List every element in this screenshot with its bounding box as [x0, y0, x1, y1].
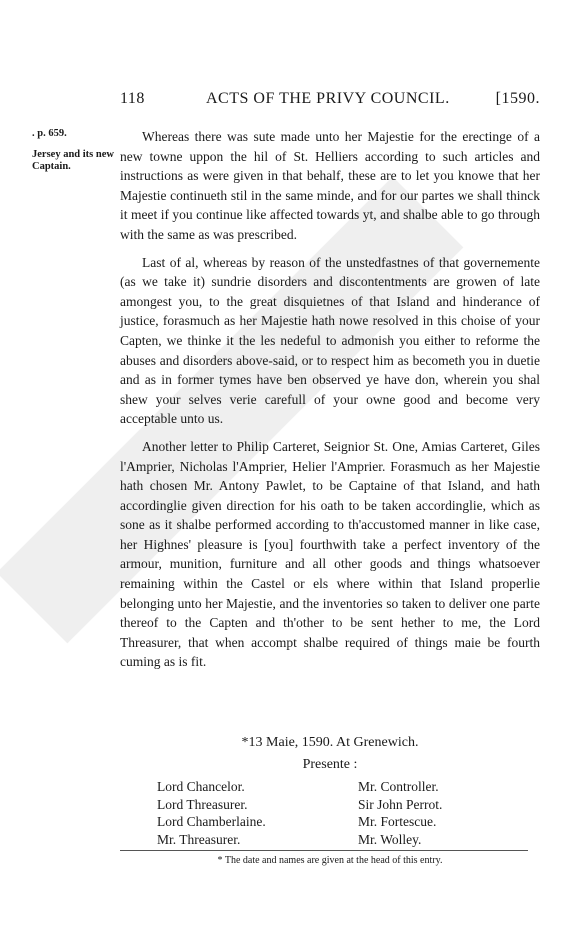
attendee-row: [157, 796, 527, 814]
attendee-left: Lord Chancelor.: [157, 779, 245, 794]
running-header: [120, 90, 540, 112]
attendee-left: Lord Chamberlaine.: [157, 814, 266, 829]
presente-heading: Presente :: [302, 757, 358, 772]
footnote-rule: [120, 850, 528, 851]
attendee-row: [157, 778, 527, 796]
attendee-right: Mr. Fortescue.: [358, 814, 437, 829]
attendee-right: Sir John Perrot.: [358, 796, 443, 812]
paragraph: Whereas there was sute made unto her Majestie for the erectinge of a new towne uppon the hil of St. Helliers according to such articles and instructions as were given in that behalf, these are to let you knowe that her Majestie continueth stil in the same minde, and for our partes we shall thinck it meet if you continue like affected towards yt, and shalbe able to go through with the same as was prescribed.: [120, 129, 540, 242]
attendee-row: [157, 831, 527, 849]
page-title: ACTS OF THE PRIVY COUNCIL.: [206, 90, 450, 107]
body-text: [120, 127, 540, 680]
margin-reference: . p. 659.: [32, 128, 67, 139]
page-number: 118: [120, 90, 145, 107]
margin-note: Jersey and its new Captain.: [32, 149, 114, 172]
attendee-left: Mr. Threasurer.: [157, 831, 241, 847]
attendees-list: [157, 778, 527, 848]
attendee-left: Lord Threasurer.: [157, 796, 248, 812]
attendee-right: Mr. Wolley.: [358, 831, 422, 847]
margin-notes: [32, 128, 118, 173]
attendee-row: [157, 813, 527, 831]
paragraph: Another letter to Philip Carteret, Seignior St. One, Amias Carteret, Giles l'Amprier, Nicholas l'Amprier, Helier l'Amprier. Forasmuch as her Majestie hath chosen Mr. Antony Pawlet, to be Captaine of that Island, and hath accordinglie given direction for his oath to be taken accordinglie, which as sone as it shalbe performed according to th'accustomed manner in like case, her Highnes' pleasure is [you] fourthwith take a perfect inventory of the armour, munition, furniture and all other goods and things whatsoever remaining within the Castel or els where within that Island properlie belonging unto her Majestie, and the inventories so taken to deliver one parte thereof to the Capten and th'other to be sent hether to me, the Lord Threasurer, that when accompt shalbe required of things maie be fourth cuming as is fit.: [120, 438, 540, 670]
footnote: * The date and names are given at the head of this entry.: [217, 855, 443, 866]
header-year: [1590.: [495, 90, 540, 107]
attendee-right: Mr. Controller.: [358, 779, 439, 794]
dateline: *13 Maie, 1590. At Grenewich.: [241, 735, 419, 750]
paragraph: Last of al, whereas by reason of the unstedfastnes of that governemente (as we take it) sundrie disorders and discontentments are growen of late amongest you, to the great disquietnes of that Island and hinderance of justice, forasmuch as her Majestie hath nowe resolved in this choise of your Capten, we thinke it the les nedeful to admonish you either to reforme the abuses and disorders above-said, or to respect him as becometh you in duetie and as in former tymes have ben observed ye have don, wherein you shal shew your selves verie carefull of your owne good and become very acceptable unto us.: [120, 254, 540, 427]
